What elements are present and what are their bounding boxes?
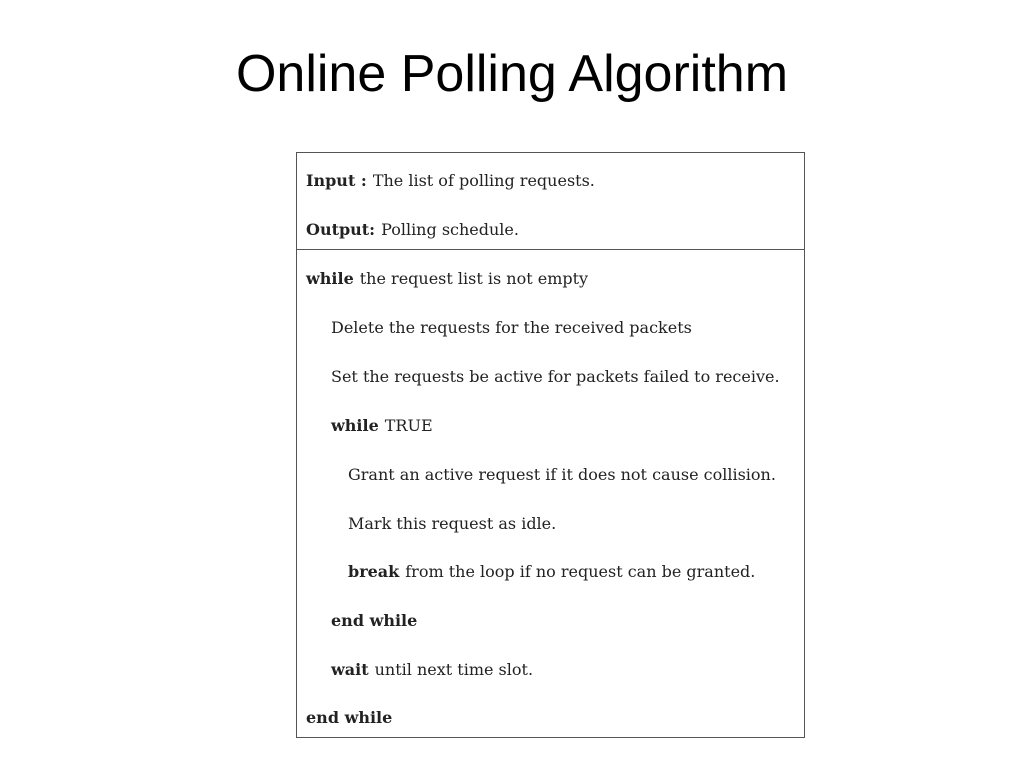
line-text: TRUE (384, 416, 433, 435)
line-text: Mark this request as idle. (348, 514, 557, 533)
line-text: the request list is not empty (359, 269, 589, 288)
pseudo-line-delete (331, 317, 692, 339)
output-label: Output: (306, 220, 376, 239)
line-text: Grant an active request if it does not cause collision. (348, 465, 776, 484)
input-label: Input : (306, 171, 367, 190)
pseudo-line-end-while-outer (306, 707, 392, 729)
pseudo-line-grant (348, 464, 776, 486)
line-text: from the loop if no request can be granted. (405, 562, 756, 581)
pseudo-line-while-outer (306, 268, 588, 290)
line-text: until next time slot. (374, 660, 534, 679)
line-text: Set the requests be active for packets failed to receive. (331, 367, 780, 386)
pseudo-line-end-while-inner (331, 610, 417, 632)
output-text: Polling schedule. (381, 220, 519, 239)
pseudo-line-while-inner (331, 415, 433, 437)
input-line (306, 170, 595, 192)
pseudo-line-set-active (331, 366, 780, 388)
pseudo-line-break (348, 561, 755, 583)
keyword: break (348, 562, 400, 581)
keyword: wait (331, 660, 369, 679)
keyword: end while (331, 611, 418, 630)
keyword: while (331, 416, 379, 435)
algorithm-header (297, 153, 804, 250)
keyword: end while (306, 708, 393, 727)
keyword: while (306, 269, 354, 288)
slide-title: Online Polling Algorithm (235, 45, 789, 103)
output-line (306, 219, 519, 241)
pseudo-line-wait (331, 659, 533, 681)
pseudo-line-mark-idle (348, 513, 556, 535)
algorithm-box (296, 152, 805, 738)
line-text: Delete the requests for the received packets (331, 318, 692, 337)
input-text: The list of polling requests. (372, 171, 595, 190)
